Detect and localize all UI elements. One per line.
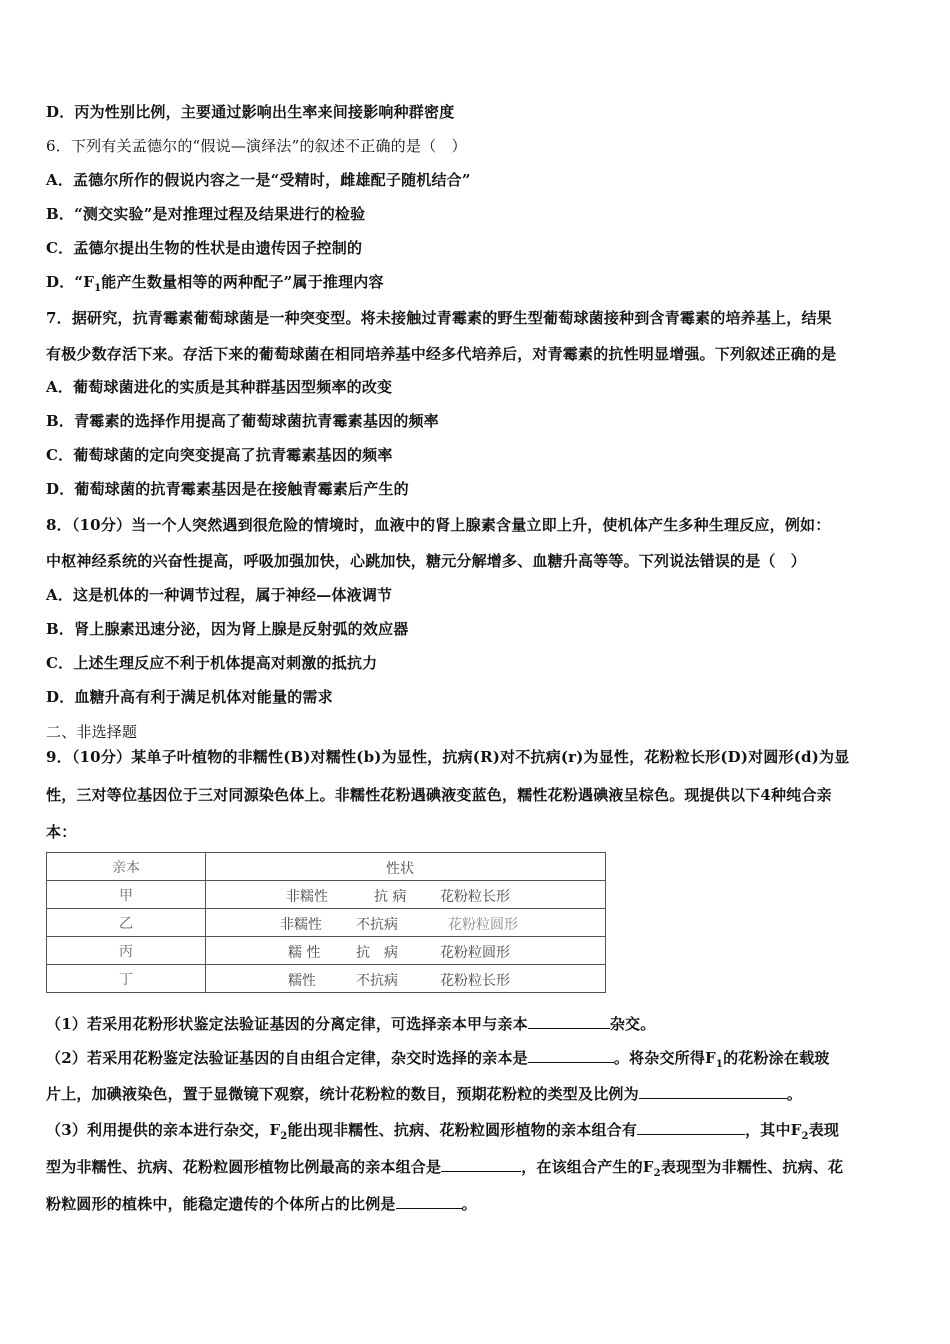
q9-sub2-line2-pre: 片上，加碘液染色，置于显微镜下观察，统计花粉粒的数目，预期花粉粒的类型及比例为 [46, 1085, 639, 1103]
q9-sub3-pre: （3）利用提供的亲本进行杂交，F [46, 1121, 281, 1139]
q9-sub2-post: 的花粉涂在载玻 [723, 1049, 830, 1067]
q7-option-b: B．青霉素的选择作用提高了葡萄球菌抗青霉素基因的频率 [46, 412, 439, 430]
table-header-row [47, 853, 606, 881]
q6-option-d-post: 能产生数量相等的两种配子”属于推理内容 [101, 273, 384, 291]
q9-stem-line1: 9．（10分）某单子叶植物的非糯性(B)对糯性(b)为显性，抗病(R)对不抗病(r)为显性，花粉粒长形(D)对圆形(d)为显 [46, 748, 850, 766]
q6-option-d-sub: 1 [94, 283, 102, 294]
q8-option-d: D．血糖升高有利于满足机体对能量的需求 [46, 688, 333, 706]
q6-option-a: A．孟德尔所作的假说内容之一是“受精时，雌雄配子随机结合” [46, 171, 471, 189]
q8-option-c: C．上述生理反应不利于机体提高对刺激的抵抗力 [46, 654, 378, 672]
q9-sub3-post: 表现 [808, 1121, 840, 1139]
q9-sub2-subscript: 1 [715, 1059, 724, 1070]
answer-blank-5[interactable] [441, 1157, 521, 1172]
q9-sub2-line2-post: 。 [786, 1085, 803, 1103]
q9-sub3-line3-post: 。 [461, 1195, 477, 1213]
q9-sub3-line3 [46, 1194, 477, 1214]
answer-blank-4[interactable] [637, 1120, 745, 1135]
trait-disease: 不抗病 [356, 973, 398, 989]
section-heading: 二、非选择题 [46, 723, 138, 741]
q9-sub3-mid2: ，其中F [745, 1121, 802, 1139]
q7-stem-line2: 有极少数存活下来。存活下来的葡萄球菌在相同培养基中经多代培养后，对青霉素的抗性明显增强。下列叙述正确的是 [46, 345, 837, 363]
table-header-trait-cell [206, 853, 606, 881]
q9-stem-line3: 本： [46, 823, 77, 841]
q6-option-d-pre: D．“F [46, 273, 95, 291]
table-cell-parent: 丁 [47, 965, 206, 993]
trait-waxiness: 非糯性 [280, 917, 322, 933]
table-header-trait: 性状 [386, 861, 414, 877]
q9-sub3-subscript: 2 [280, 1131, 288, 1142]
q6-option-b: B．“测交实验”是对推理过程及结果进行的检验 [46, 205, 366, 223]
q8-stem-line1: 8．（10分）当一个人突然遇到很危险的情境时，血液中的肾上腺素含量立即上升，使机体产生多种生理反应，例如： [46, 516, 831, 534]
q6-stem: 6．下列有关孟德尔的“假说—演绎法”的叙述不正确的是（ ） [46, 137, 467, 155]
q5-option-d [46, 102, 454, 122]
q9-sub3-line3-pre: 粉粒圆形的植株中，能稳定遗传的个体所占的比例是 [46, 1195, 396, 1213]
parent-traits-table [46, 852, 606, 993]
q8-stem-line2: 中枢神经系统的兴奋性提高，呼吸加强加快，心跳加快，糖元分解增多、血糖升高等等。下列说法错误的是（ ） [46, 552, 807, 570]
trait-waxiness: 糯 性 [288, 945, 321, 961]
answer-blank-3[interactable] [639, 1084, 787, 1099]
q7-option-a: A．葡萄球菌进化的实质是其种群基因型频率的改变 [46, 378, 393, 396]
q9-sub3-line1 [46, 1120, 839, 1147]
q7-stem-line1: 7．据研究，抗青霉素葡萄球菌是一种突变型。将未接触过青霉素的野生型葡萄球菌接种到含青霉素的培养基上，结果 [46, 309, 832, 327]
q9-sub1-post: 杂交。 [609, 1015, 656, 1033]
q9-sub2-line2 [46, 1084, 802, 1104]
trait-waxiness: 糯性 [288, 973, 316, 989]
q7-option-d: D．葡萄球菌的抗青霉素基因是在接触青霉素后产生的 [46, 480, 409, 498]
q9-sub1 [46, 1014, 655, 1034]
trait-disease: 抗 病 [356, 945, 398, 961]
q5-option-d-text: D．丙为性别比例，主要通过影响出生率来间接影响种群密度 [46, 103, 455, 121]
table-row [47, 937, 606, 965]
q9-sub3-subscript2: 2 [801, 1131, 809, 1142]
q9-sub1-pre: （1）若采用花粉形状鉴定法验证基因的分离定律，可选择亲本甲与亲本 [46, 1015, 528, 1033]
trait-pollen: 花粉粒圆形 [448, 917, 518, 933]
q9-sub3-line2-subscript: 2 [653, 1168, 661, 1179]
table-cell-parent: 乙 [47, 909, 206, 937]
table-row [47, 965, 606, 993]
trait-disease: 不抗病 [356, 917, 398, 933]
q9-sub2-mid: 。将杂交所得F [613, 1049, 716, 1067]
trait-pollen: 花粉粒圆形 [440, 945, 510, 961]
q8-option-a: A．这是机体的一种调节过程，属于神经—体液调节 [46, 586, 393, 604]
q9-sub2-line1 [46, 1048, 829, 1075]
q6-option-c: C．孟德尔提出生物的性状是由遗传因子控制的 [46, 239, 363, 257]
table-row [47, 881, 606, 909]
answer-blank-6[interactable] [396, 1194, 462, 1209]
table-cell-traits [206, 909, 606, 937]
trait-pollen: 花粉粒长形 [440, 973, 510, 989]
q9-stem-line2: 性，三对等位基因位于三对同源染色体上。非糯性花粉遇碘液变蓝色，糯性花粉遇碘液呈棕色。现提供以下4种纯合亲 [46, 786, 832, 804]
q8-option-b: B．肾上腺素迅速分泌，因为肾上腺是反射弧的效应器 [46, 620, 409, 638]
q9-sub3-line2-mid: ，在该组合产生的F [521, 1158, 654, 1176]
table-cell-parent: 丙 [47, 937, 206, 965]
trait-waxiness: 非糯性 [286, 889, 328, 905]
q7-option-c: C．葡萄球菌的定向突变提高了抗青霉素基因的频率 [46, 446, 393, 464]
q9-sub3-mid: 能出现非糯性、抗病、花粉粒圆形植物的亲本组合有 [287, 1121, 638, 1139]
q6-option-d [46, 272, 384, 299]
trait-disease: 抗 病 [374, 889, 407, 905]
table-cell-parent: 甲 [47, 881, 206, 909]
q9-sub3-line2-pre: 型为非糯性、抗病、花粉粒圆形植物比例最高的亲本组合是 [46, 1158, 442, 1176]
q9-sub3-line2-post: 表现型为非糯性、抗病、花 [660, 1158, 844, 1176]
table-header-parent: 亲本 [47, 853, 206, 881]
trait-pollen: 花粉粒长形 [440, 889, 510, 905]
table-cell-traits [206, 965, 606, 993]
q9-sub2-pre: （2）若采用花粉鉴定法验证基因的自由组合定律，杂交时选择的亲本是 [46, 1049, 528, 1067]
answer-blank-2[interactable] [528, 1048, 614, 1063]
table-cell-traits [206, 937, 606, 965]
q9-sub3-line2 [46, 1157, 843, 1184]
answer-blank-1[interactable] [528, 1014, 610, 1029]
table-row [47, 909, 606, 937]
table-cell-traits [206, 881, 606, 909]
